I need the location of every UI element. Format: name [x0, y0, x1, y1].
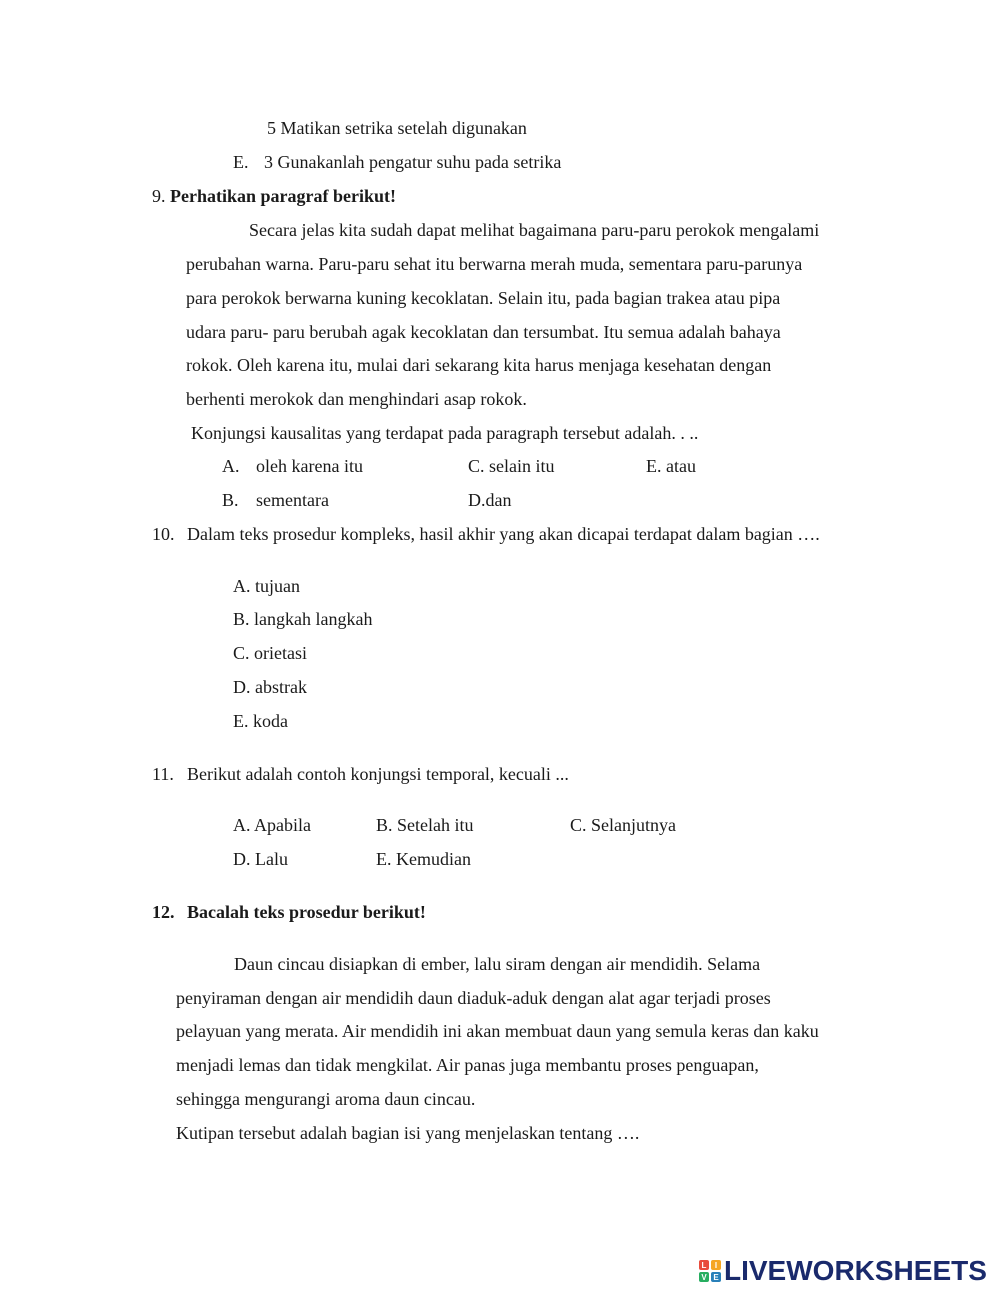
option-c: C. selain itu — [468, 456, 555, 476]
question-number: 10. — [152, 524, 175, 544]
question-9 — [152, 185, 396, 207]
option-e: E. Kemudian — [376, 849, 471, 869]
paragraph-line: menjadi lemas dan tidak mengkilat. Air panas juga membantu proses penguapan, — [176, 1055, 759, 1075]
paragraph-line: sehingga mengurangi aroma daun cincau. — [176, 1089, 476, 1109]
option-c: C. Selanjutnya — [570, 815, 676, 835]
paragraph-line: perubahan warna. Paru-paru sehat itu berwarna merah muda, sementara paru-parunya — [186, 254, 803, 274]
option-b-label: B. — [222, 490, 239, 510]
logo-letter: V — [699, 1272, 709, 1282]
logo-text: LIVEWORKSHEETS — [724, 1255, 987, 1286]
paragraph-line: penyiraman dengan air mendidih daun diaduk-aduk dengan alat agar terjadi proses — [176, 988, 771, 1008]
logo-letter: I — [711, 1260, 721, 1270]
question-number: 11. — [152, 764, 174, 784]
paragraph-line: Secara jelas kita sudah dapat melihat bagaimana paru-paru perokok mengalami — [249, 220, 820, 240]
question-number: 9. — [152, 186, 166, 206]
option-b-text: sementara — [256, 490, 329, 510]
question-prompt: Kutipan tersebut adalah bagian isi yang menjelaskan tentang …. — [176, 1123, 640, 1143]
paragraph-line: udara paru- paru berubah agak kecoklatan dan tersumbat. Itu semua adalah bahaya — [186, 322, 781, 342]
option-e: E. atau — [646, 456, 696, 476]
question-prompt: Berikut adalah contoh konjungsi temporal, kecuali ... — [187, 764, 569, 784]
paragraph-line: rokok. Oleh karena itu, mulai dari sekarang kita harus menjaga kesehatan dengan — [186, 355, 772, 375]
question-number: 12. — [152, 902, 175, 922]
option-a: A. tujuan — [233, 576, 300, 596]
answer-step-5: 5 Matikan setrika setelah digunakan — [267, 118, 527, 138]
question-title: Perhatikan paragraf berikut! — [170, 186, 396, 206]
option-c: C. orietasi — [233, 643, 307, 663]
option-b: B. Setelah itu — [376, 815, 474, 835]
liveworksheets-logo — [699, 1257, 987, 1285]
option-d: D.dan — [468, 490, 512, 510]
logo-mark-icon — [699, 1260, 721, 1282]
option-a-text: oleh karena itu — [256, 456, 363, 476]
option-b: B. langkah langkah — [233, 609, 373, 629]
option-e: E. koda — [233, 711, 288, 731]
option-a-label: A. — [222, 456, 240, 476]
logo-letter: E — [711, 1272, 721, 1282]
option-d: D. Lalu — [233, 849, 288, 869]
paragraph-line: pelayuan yang merata. Air mendidih ini akan membuat daun yang semula keras dan kaku — [176, 1021, 819, 1041]
question-prompt: Dalam teks prosedur kompleks, hasil akhir yang akan dicapai terdapat dalam bagian …. — [187, 524, 820, 544]
question-prompt: Konjungsi kausalitas yang terdapat pada paragraph tersebut adalah. . .. — [191, 423, 699, 443]
paragraph-line: para perokok berwarna kuning kecoklatan. Selain itu, pada bagian trakea atau pipa — [186, 288, 781, 308]
option-d: D. abstrak — [233, 677, 307, 697]
paragraph-line: berhenti merokok dan menghindari asap rokok. — [186, 389, 527, 409]
option-e-label: E. — [233, 152, 249, 172]
question-title: Bacalah teks prosedur berikut! — [187, 902, 426, 922]
option-a: A. Apabila — [233, 815, 311, 835]
logo-letter: L — [699, 1260, 709, 1270]
option-e-text: 3 Gunakanlah pengatur suhu pada setrika — [264, 152, 562, 172]
paragraph-line: Daun cincau disiapkan di ember, lalu siram dengan air mendidih. Selama — [234, 954, 761, 974]
